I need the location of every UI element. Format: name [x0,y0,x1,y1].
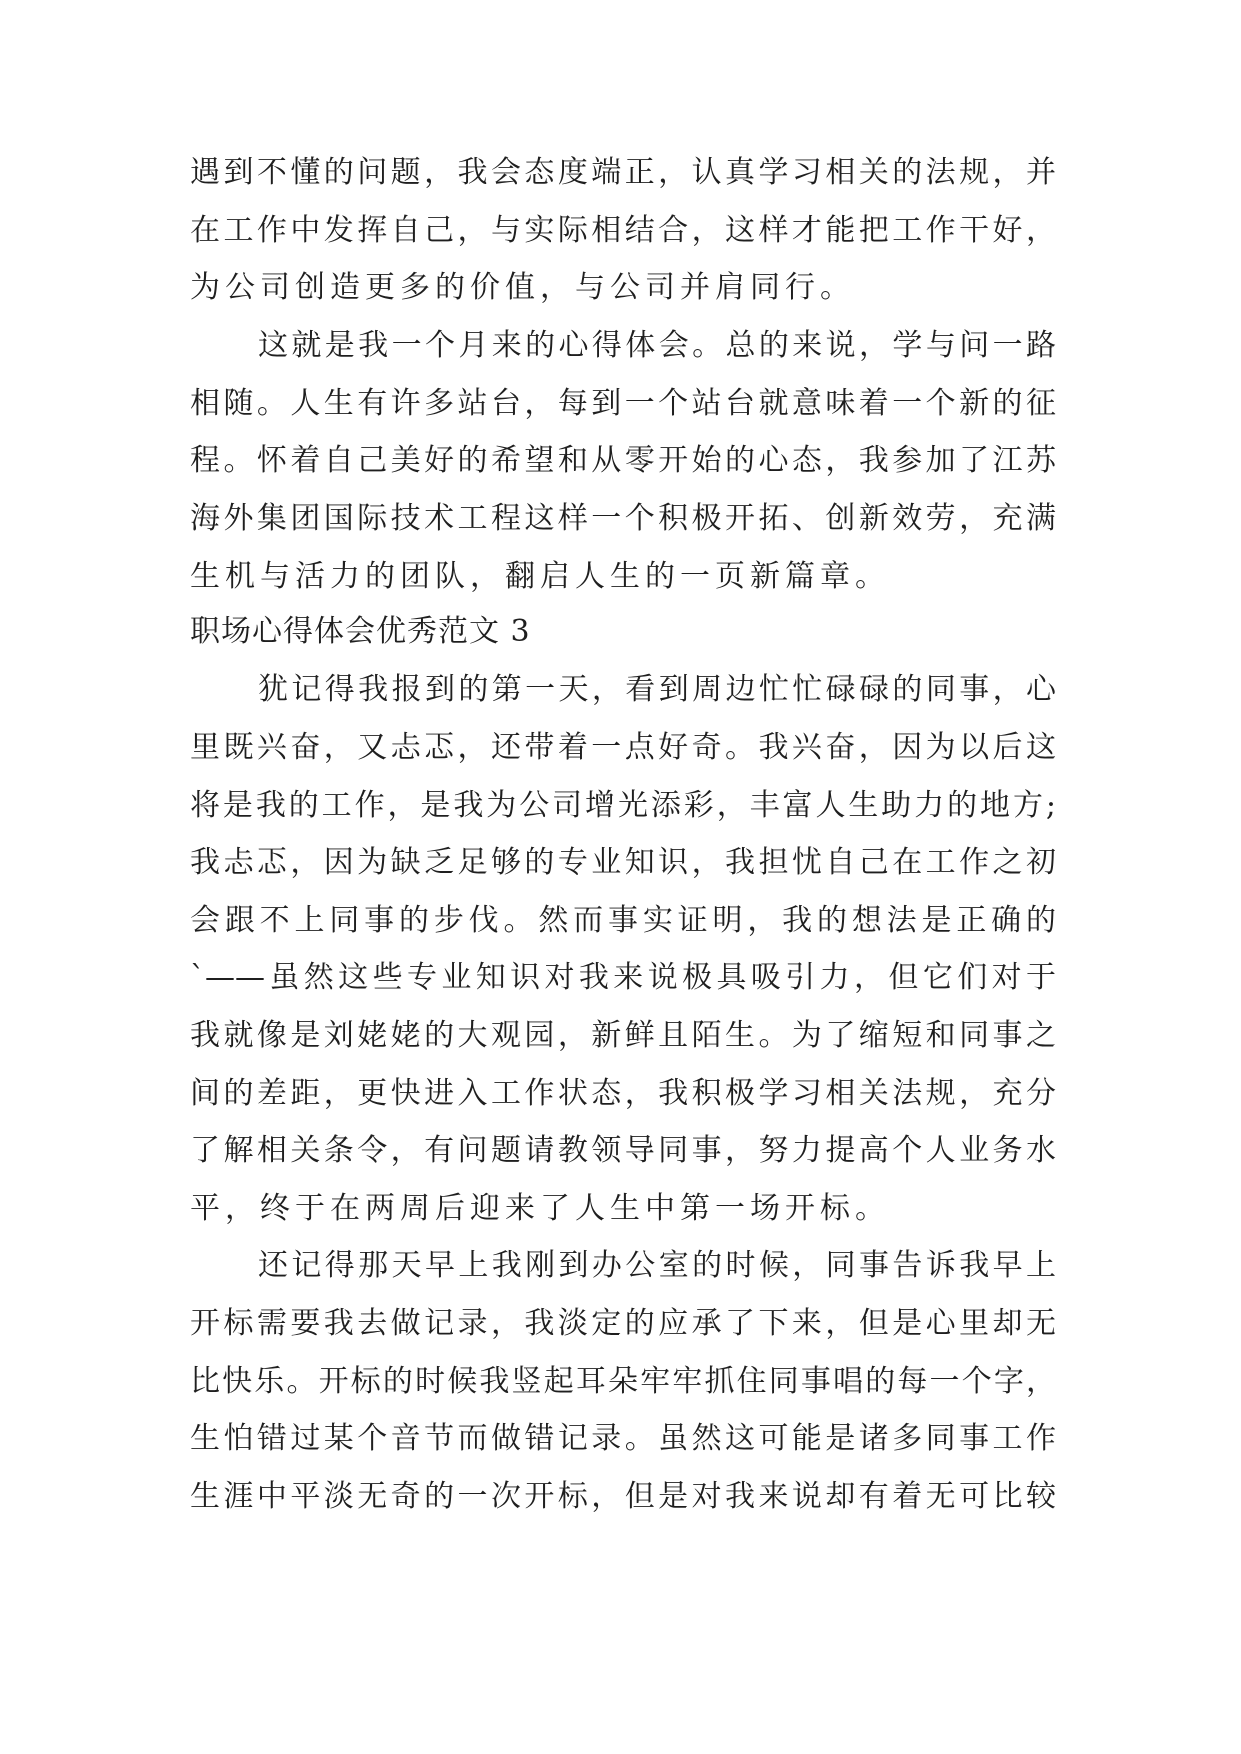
text-line: 海外集团国际技术工程这样一个积极开拓、创新效劳，充满 [190,501,1056,536]
text-line: 生怕错过某个音节而做错记录。虽然这可能是诸多同事工作 [190,1421,1056,1456]
text-line: 还记得那天早上我刚到办公室的时候，同事告诉我早上 [258,1248,1056,1283]
text-line: 间的差距，更快进入工作状态，我积极学习相关法规，充分 [190,1076,1056,1111]
text-line: 这就是我一个月来的心得体会。总的来说，学与问一路 [258,328,1056,363]
text-line: 比快乐。开标的时候我竖起耳朵牢牢抓住同事唱的每一个字， [190,1364,1056,1399]
text-line: 开标需要我去做记录，我淡定的应承了下来，但是心里却无 [190,1306,1056,1341]
text-line: 犹记得我报到的第一天，看到周边忙忙碌碌的同事，心 [258,672,1056,707]
text-line: 会跟不上同事的步伐。然而事实证明，我的想法是正确的 [190,903,1056,938]
text-line: 在工作中发挥自己，与实际相结合，这样才能把工作干好， [190,213,1056,248]
text-line: 我忐忑，因为缺乏足够的专业知识，我担忧自己在工作之初 [190,845,1056,880]
text-line: 平，终于在两周后迎来了人生中第一场开标。 [190,1191,890,1226]
section-heading: 职场心得体会优秀范文 3 [190,614,531,649]
text-line: 将是我的工作，是我为公司增光添彩，丰富人生助力的地方; [190,788,1056,823]
text-line: 程。怀着自己美好的希望和从零开始的心态，我参加了江苏 [190,443,1056,478]
text-line: 里既兴奋，又忐忑，还带着一点好奇。我兴奋，因为以后这 [190,730,1056,765]
text-line: 了解相关条令，有问题请教领导同事，努力提高个人业务水 [190,1133,1056,1168]
text-line: 生涯中平淡无奇的一次开标，但是对我来说却有着无可比较 [190,1479,1056,1514]
text-line: 相随。人生有许多站台，每到一个站台就意味着一个新的征 [190,386,1056,421]
text-line: 我就像是刘姥姥的大观园，新鲜且陌生。为了缩短和同事之 [190,1018,1056,1053]
text-line: 生机与活力的团队，翻启人生的一页新篇章。 [190,559,890,594]
text-line: 为公司创造更多的价值，与公司并肩同行。 [190,270,855,305]
text-line: `——虽然这些专业知识对我来说极具吸引力，但它们对于 [190,960,1056,995]
text-line: 遇到不懂的问题，我会态度端正，认真学习相关的法规，并 [190,155,1056,190]
